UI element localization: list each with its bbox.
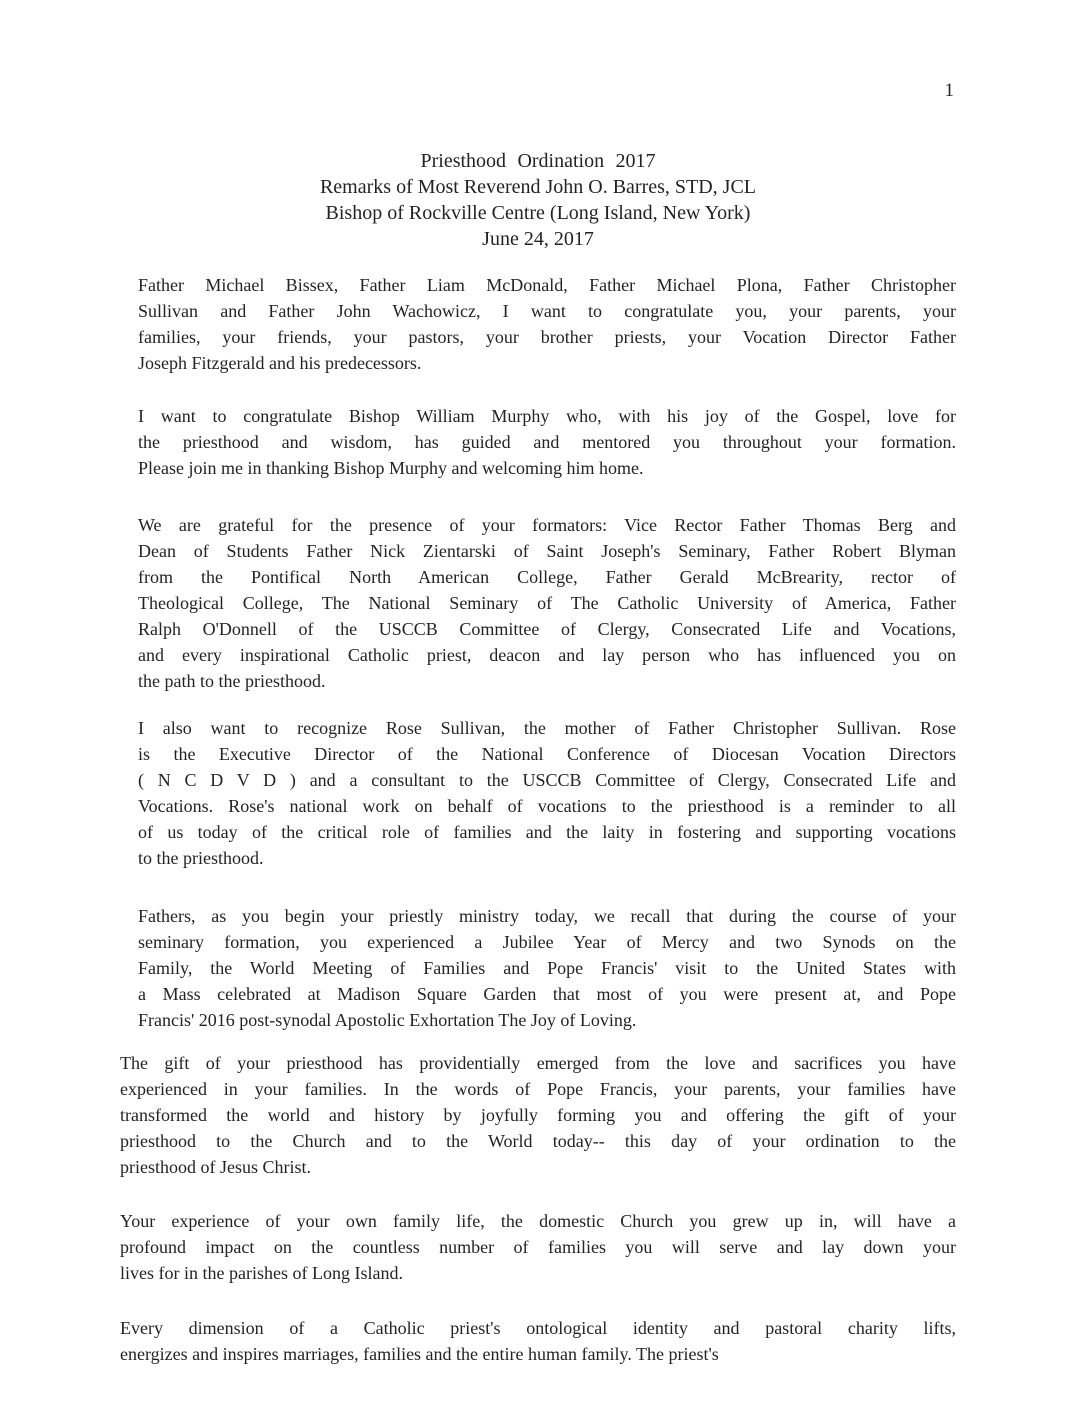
text-line: the priesthood and wisdom, has guided and mentored you throughout your formation. bbox=[138, 432, 956, 452]
text-line: is the Executive Director of the National Conference of Diocesan Vocation Directors bbox=[138, 744, 956, 764]
paragraph bbox=[120, 512, 956, 694]
text-line: priesthood of Jesus Christ. bbox=[120, 1157, 311, 1177]
document-header bbox=[120, 148, 956, 252]
text-line: Sullivan and Father John Wachowicz, I want to congratulate you, your parents, your bbox=[138, 301, 956, 321]
text-line: I want to congratulate Bishop William Murphy who, with his joy of the Gospel, love for bbox=[138, 406, 956, 426]
text-line: experienced in your families. In the words of Pope Francis, your parents, your families have bbox=[120, 1079, 956, 1099]
text-line: Family, the World Meeting of Families and Pope Francis' visit to the United States with bbox=[138, 958, 956, 978]
text-line: the path to the priesthood. bbox=[138, 671, 326, 691]
document-bishop-line: Bishop of Rockville Centre (Long Island, New York) bbox=[325, 202, 751, 224]
text-line: lives for in the parishes of Long Island. bbox=[120, 1263, 403, 1283]
paragraph bbox=[120, 903, 956, 1033]
text-line: We are grateful for the presence of your formators: Vice Rector Father Thomas Berg and bbox=[138, 515, 956, 535]
paragraph bbox=[120, 272, 956, 376]
text-line: Dean of Students Father Nick Zientarski of Saint Joseph's Seminary, Father Robert Blyman bbox=[138, 541, 956, 561]
text-line: Theological College, The National Seminary of The Catholic University of America, Father bbox=[138, 593, 956, 613]
text-line: energizes and inspires marriages, families and the entire human family. The priest's bbox=[120, 1344, 719, 1364]
text-line: seminary formation, you experienced a Jubilee Year of Mercy and two Synods on the bbox=[138, 932, 956, 952]
text-line: ( N C D V D ) and a consultant to the USCCB Committee of Clergy, Consecrated Life and bbox=[138, 770, 956, 790]
text-line: Vocations. Rose's national work on behalf of vocations to the priesthood is a reminder to all bbox=[138, 796, 956, 816]
text-line: and every inspirational Catholic priest, deacon and lay person who has influenced you on bbox=[138, 645, 956, 665]
text-line: Joseph Fitzgerald and his predecessors. bbox=[138, 353, 422, 373]
document-remarks-line: Remarks of Most Reverend John O. Barres, STD, JCL bbox=[319, 176, 757, 198]
paragraph bbox=[120, 715, 956, 871]
document-date: June 24, 2017 bbox=[482, 228, 594, 250]
text-line: Father Michael Bissex, Father Liam McDonald, Father Michael Plona, Father Christopher bbox=[138, 275, 956, 295]
text-line: a Mass celebrated at Madison Square Garden that most of you were present at, and Pope bbox=[138, 984, 956, 1004]
page-number: 1 bbox=[944, 80, 954, 101]
text-line: of us today of the critical role of families and the laity in fostering and supporting vocations bbox=[138, 822, 956, 842]
text-line: Ralph O'Donnell of the USCCB Committee of Clergy, Consecrated Life and Vocations, bbox=[138, 619, 956, 639]
text-line: from the Pontifical North American College, Father Gerald McBrearity, rector of bbox=[138, 567, 956, 587]
paragraph bbox=[120, 1315, 956, 1367]
text-line: priesthood to the Church and to the World today-- this day of your ordination to the bbox=[120, 1131, 956, 1151]
text-line: Please join me in thanking Bishop Murphy and welcoming him home. bbox=[138, 458, 644, 478]
text-line: to the priesthood. bbox=[138, 848, 264, 868]
paragraph bbox=[120, 403, 956, 481]
document-body bbox=[120, 272, 956, 1367]
text-line: The gift of your priesthood has providentially emerged from the love and sacrifices you have bbox=[120, 1053, 956, 1073]
text-line: families, your friends, your pastors, your brother priests, your Vocation Director Father bbox=[138, 327, 956, 347]
paragraph bbox=[120, 1050, 956, 1180]
paragraph bbox=[120, 1208, 956, 1286]
text-line: transformed the world and history by joyfully forming you and offering the gift of your bbox=[120, 1105, 956, 1125]
text-line: Your experience of your own family life, the domestic Church you grew up in, will have a bbox=[120, 1211, 956, 1231]
text-line: I also want to recognize Rose Sullivan, the mother of Father Christopher Sullivan. Rose bbox=[138, 718, 956, 738]
text-line: Francis' 2016 post-synodal Apostolic Exhortation The Joy of Loving. bbox=[138, 1010, 637, 1030]
document-title: Priesthood Ordination 2017 bbox=[420, 150, 656, 172]
text-line: profound impact on the countless number of families you will serve and lay down your bbox=[120, 1237, 956, 1257]
text-line: Fathers, as you begin your priestly ministry today, we recall that during the course of your bbox=[138, 906, 956, 926]
text-line: Every dimension of a Catholic priest's ontological identity and pastoral charity lifts, bbox=[120, 1318, 956, 1338]
